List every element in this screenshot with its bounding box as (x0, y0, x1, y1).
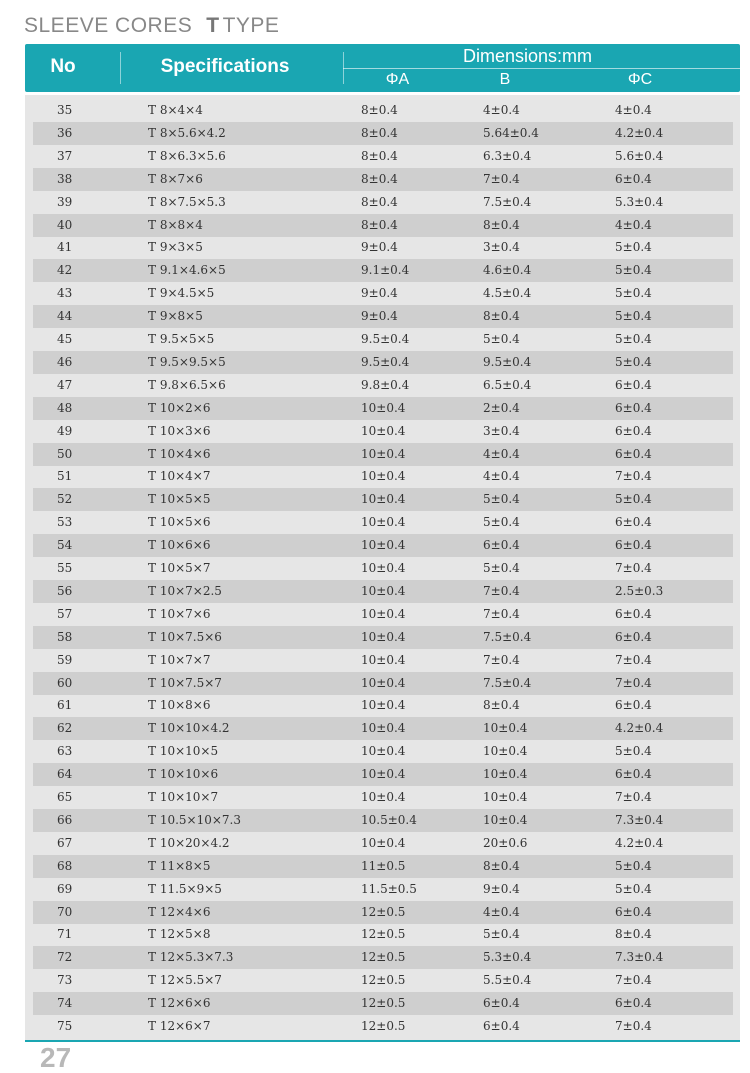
cell-phi-c: 4.2±0.4 (615, 835, 664, 850)
table-row (33, 259, 733, 282)
table-row (33, 580, 733, 603)
header-phi-a: ΦA (385, 71, 410, 88)
table-row (33, 305, 733, 328)
cell-phi-a: 10±0.4 (361, 698, 406, 713)
cell-b: 6±0.4 (483, 996, 520, 1011)
header-no: No (50, 56, 76, 77)
cell-phi-a: 10±0.4 (361, 835, 406, 850)
cell-spec: T 10×7.5×6 (148, 629, 222, 644)
cell-b: 10±0.4 (483, 744, 528, 759)
cell-phi-a: 10±0.4 (361, 492, 406, 507)
cell-b: 5.3±0.4 (483, 950, 532, 965)
cell-phi-c: 7±0.4 (615, 1019, 652, 1033)
cell-phi-a: 8±0.4 (361, 194, 398, 209)
cell-no: 51 (57, 469, 73, 484)
cell-spec: T 8×8×4 (148, 217, 203, 232)
cell-no: 64 (57, 767, 73, 782)
cell-phi-a: 10±0.4 (361, 744, 406, 759)
header-divider (120, 52, 121, 84)
table-row (33, 969, 733, 992)
cell-b: 5.64±0.4 (483, 125, 539, 140)
title-text: SLEEVE CORES (24, 14, 193, 37)
table-row (33, 855, 733, 878)
table-row (33, 534, 733, 557)
cell-phi-a: 10±0.4 (361, 423, 406, 438)
cell-spec: T 8×7.5×5.3 (148, 194, 226, 209)
cell-spec: T 10×20×4.2 (148, 835, 230, 850)
cell-no: 69 (57, 881, 73, 896)
cell-spec: T 9.1×4.6×5 (148, 263, 226, 278)
cell-b: 10±0.4 (483, 812, 528, 827)
cell-b: 10±0.4 (483, 721, 528, 736)
cell-b: 7±0.4 (483, 171, 520, 186)
cell-spec: T 8×4×4 (148, 103, 203, 117)
table-row (33, 832, 733, 855)
cell-b: 9.5±0.4 (483, 354, 532, 369)
cell-phi-a: 10±0.4 (361, 767, 406, 782)
cell-phi-c: 5±0.4 (615, 881, 652, 896)
cell-b: 5±0.4 (483, 332, 520, 346)
table-row (33, 282, 733, 305)
table-row (33, 236, 733, 259)
cell-phi-a: 9.5±0.4 (361, 354, 410, 369)
cell-phi-a: 12±0.5 (361, 950, 406, 965)
cell-spec: T 10×10×5 (148, 744, 219, 759)
cell-no: 66 (57, 812, 73, 827)
cell-phi-a: 9.5±0.4 (361, 332, 410, 346)
table-body (25, 95, 740, 1040)
cell-phi-c: 7.3±0.4 (615, 950, 664, 965)
cell-spec: T 12×5×8 (148, 927, 211, 942)
cell-phi-c: 5±0.4 (615, 492, 652, 507)
cell-phi-c: 7±0.4 (615, 561, 652, 575)
cell-phi-c: 4.2±0.4 (615, 125, 664, 140)
cell-phi-a: 10±0.4 (361, 606, 406, 621)
cell-phi-c: 7.3±0.4 (615, 812, 664, 827)
cell-spec: T 10×5×7 (148, 561, 211, 575)
table-row (33, 992, 733, 1015)
table-row (33, 328, 733, 351)
table-row (33, 168, 733, 191)
cell-b: 6±0.4 (483, 538, 520, 553)
cell-b: 8±0.4 (483, 698, 520, 713)
cell-b: 10±0.4 (483, 767, 528, 782)
cell-phi-a: 12±0.5 (361, 904, 406, 919)
cell-phi-a: 10±0.4 (361, 629, 406, 644)
cell-spec: T 9×8×5 (148, 309, 203, 324)
cell-phi-a: 10±0.4 (361, 790, 406, 804)
cell-no: 58 (57, 629, 73, 644)
table-row (33, 672, 733, 695)
table-row (33, 145, 733, 168)
cell-phi-c: 7±0.4 (615, 675, 652, 690)
cell-no: 38 (57, 171, 73, 186)
cell-b: 5±0.4 (483, 561, 520, 575)
cell-phi-a: 9.8±0.4 (361, 377, 410, 392)
table-row (33, 923, 733, 946)
cell-phi-a: 9.1±0.4 (361, 263, 410, 278)
cell-no: 43 (57, 286, 73, 301)
cell-spec: T 10.5×10×7.3 (148, 812, 241, 827)
cell-no: 42 (57, 263, 73, 278)
cell-b: 2±0.4 (483, 400, 520, 415)
cell-no: 40 (57, 217, 73, 232)
cell-phi-a: 8±0.4 (361, 217, 398, 232)
cell-phi-c: 6±0.4 (615, 377, 652, 392)
cell-no: 75 (57, 1019, 73, 1033)
cell-phi-a: 9±0.4 (361, 240, 398, 255)
cell-no: 54 (57, 538, 73, 553)
cell-phi-a: 10±0.4 (361, 721, 406, 736)
cell-b: 8±0.4 (483, 858, 520, 873)
cell-spec: T 9.5×9.5×5 (148, 354, 226, 369)
table-row (33, 191, 733, 214)
cell-no: 72 (57, 950, 73, 965)
header-divider (343, 68, 740, 69)
cell-phi-c: 5±0.4 (615, 744, 652, 759)
cell-phi-a: 10±0.4 (361, 561, 406, 575)
cell-phi-a: 11±0.5 (361, 858, 406, 873)
cell-b: 8±0.4 (483, 217, 520, 232)
cell-spec: T 12×4×6 (148, 904, 211, 919)
cell-phi-c: 5±0.4 (615, 354, 652, 369)
cell-no: 44 (57, 309, 73, 324)
cell-phi-c: 8±0.4 (615, 927, 652, 942)
cell-spec: T 12×5.3×7.3 (148, 950, 234, 965)
cell-phi-c: 5±0.4 (615, 286, 652, 301)
cell-spec: T 10×10×6 (148, 767, 219, 782)
cell-b: 7.5±0.4 (483, 629, 532, 644)
cell-b: 7±0.4 (483, 606, 520, 621)
cell-no: 41 (57, 240, 73, 255)
cell-no: 36 (57, 125, 73, 140)
cell-phi-a: 8±0.4 (361, 103, 398, 117)
cell-spec: T 10×5×5 (148, 492, 211, 507)
table-row (33, 214, 733, 237)
cell-b: 9±0.4 (483, 881, 520, 896)
cell-no: 45 (57, 332, 73, 346)
cell-phi-c: 6±0.4 (615, 698, 652, 713)
cell-phi-a: 12±0.5 (361, 927, 406, 942)
cell-no: 49 (57, 423, 73, 438)
cell-spec: T 11×8×5 (148, 858, 211, 873)
table-row (33, 809, 733, 832)
cell-no: 61 (57, 698, 73, 713)
cell-b: 7.5±0.4 (483, 194, 532, 209)
table-row (33, 511, 733, 534)
cell-phi-a: 12±0.5 (361, 996, 406, 1011)
bottom-rule (25, 1040, 740, 1042)
cell-b: 5±0.4 (483, 515, 520, 530)
cell-spec: T 8×6.3×5.6 (148, 148, 226, 163)
cell-b: 7±0.4 (483, 652, 520, 667)
header-phi-c: ΦC (627, 71, 653, 88)
cell-spec: T 10×4×6 (148, 446, 211, 461)
table-row (33, 901, 733, 924)
cell-phi-c: 5.3±0.4 (615, 194, 664, 209)
cell-spec: T 10×7×7 (148, 652, 211, 667)
page-number: 27 (40, 1042, 72, 1073)
cell-no: 74 (57, 996, 73, 1011)
cell-b: 20±0.6 (483, 835, 528, 850)
cell-phi-c: 6±0.4 (615, 446, 652, 461)
header-specifications: Specifications (160, 56, 290, 77)
table-row (33, 717, 733, 740)
header-dimensions: Dimensions:mm (462, 46, 593, 66)
cell-spec: T 10×3×6 (148, 423, 211, 438)
cell-spec: T 12×6×7 (148, 1019, 211, 1033)
table-row (33, 763, 733, 786)
cell-no: 68 (57, 858, 73, 873)
cell-phi-c: 5±0.4 (615, 263, 652, 278)
cell-spec: T 10×6×6 (148, 538, 211, 553)
cell-b: 8±0.4 (483, 309, 520, 324)
cell-no: 37 (57, 148, 73, 163)
cell-phi-a: 8±0.4 (361, 125, 398, 140)
cell-spec: T 10×7×6 (148, 606, 211, 621)
table-row (33, 603, 733, 626)
cell-phi-a: 10±0.4 (361, 446, 406, 461)
cell-no: 57 (57, 606, 73, 621)
table-row (33, 946, 733, 969)
cell-phi-a: 12±0.5 (361, 1019, 406, 1033)
cell-spec: T 10×4×7 (148, 469, 211, 484)
cell-no: 67 (57, 835, 73, 850)
table-row (33, 557, 733, 580)
cell-b: 4±0.4 (483, 469, 520, 484)
cell-phi-c: 2.5±0.3 (615, 583, 664, 598)
type-word: TYPE (222, 14, 280, 37)
cell-phi-c: 5±0.4 (615, 858, 652, 873)
cell-b: 7±0.4 (483, 583, 520, 598)
cell-b: 5±0.4 (483, 492, 520, 507)
cell-phi-c: 6±0.4 (615, 171, 652, 186)
table-row (33, 465, 733, 488)
cell-phi-a: 8±0.4 (361, 148, 398, 163)
cell-spec: T 10×10×4.2 (148, 721, 230, 736)
cell-phi-c: 6±0.4 (615, 400, 652, 415)
cell-phi-a: 10±0.4 (361, 583, 406, 598)
cell-no: 48 (57, 400, 73, 415)
cell-no: 70 (57, 904, 73, 919)
cell-phi-c: 6±0.4 (615, 629, 652, 644)
cell-phi-c: 6±0.4 (615, 767, 652, 782)
header-b: B (499, 71, 511, 88)
cell-phi-a: 10±0.4 (361, 400, 406, 415)
cell-phi-c: 5±0.4 (615, 240, 652, 255)
cell-phi-a: 10±0.4 (361, 469, 406, 484)
table-row (33, 878, 733, 901)
cell-no: 73 (57, 973, 73, 988)
cell-spec: T 10×2×6 (148, 400, 211, 415)
cell-phi-a: 10±0.4 (361, 675, 406, 690)
cell-no: 59 (57, 652, 73, 667)
cell-no: 63 (57, 744, 73, 759)
cell-b: 6.3±0.4 (483, 148, 532, 163)
cell-no: 71 (57, 927, 73, 942)
table-row (33, 99, 733, 122)
cell-phi-c: 4±0.4 (615, 217, 652, 232)
cell-no: 56 (57, 583, 73, 598)
table-row (33, 488, 733, 511)
cell-b: 7.5±0.4 (483, 675, 532, 690)
table-row (33, 1015, 733, 1038)
cell-phi-a: 10±0.4 (361, 538, 406, 553)
table-row (33, 443, 733, 466)
cell-no: 53 (57, 515, 73, 530)
cell-no: 47 (57, 377, 73, 392)
cell-phi-c: 6±0.4 (615, 538, 652, 553)
cell-phi-c: 7±0.4 (615, 790, 652, 804)
cell-spec: T 8×7×6 (148, 171, 203, 186)
cell-phi-c: 7±0.4 (615, 973, 652, 988)
cell-phi-c: 7±0.4 (615, 652, 652, 667)
cell-spec: T 8×5.6×4.2 (148, 125, 226, 140)
cell-spec: T 10×7×2.5 (148, 583, 222, 598)
cell-b: 10±0.4 (483, 790, 528, 804)
cell-phi-c: 7±0.4 (615, 469, 652, 484)
cell-spec: T 12×6×6 (148, 996, 211, 1011)
cell-b: 4.6±0.4 (483, 263, 532, 278)
cell-b: 4±0.4 (483, 446, 520, 461)
cell-no: 52 (57, 492, 73, 507)
cell-b: 4.5±0.4 (483, 286, 532, 301)
table-row (33, 626, 733, 649)
cell-no: 46 (57, 354, 73, 369)
cell-phi-a: 11.5±0.5 (361, 881, 417, 896)
cell-spec: T 12×5.5×7 (148, 973, 222, 988)
cell-spec: T 10×10×7 (148, 790, 219, 804)
cell-phi-a: 10.5±0.4 (361, 812, 417, 827)
cell-spec: T 10×8×6 (148, 698, 211, 713)
cell-no: 35 (57, 103, 73, 117)
cell-spec: T 9.5×5×5 (148, 332, 215, 346)
cell-spec: T 9×3×5 (148, 240, 203, 255)
table-row (33, 374, 733, 397)
cell-spec: T 9.8×6.5×6 (148, 377, 226, 392)
cell-phi-c: 5±0.4 (615, 309, 652, 324)
cell-b: 3±0.4 (483, 240, 520, 255)
cell-spec: T 10×5×6 (148, 515, 211, 530)
cell-phi-c: 6±0.4 (615, 606, 652, 621)
cell-b: 5.5±0.4 (483, 973, 532, 988)
cell-spec: T 11.5×9×5 (148, 881, 222, 896)
table-row (33, 649, 733, 672)
cell-spec: T 9×4.5×5 (148, 286, 215, 301)
cell-no: 60 (57, 675, 73, 690)
table-row (33, 740, 733, 763)
cell-phi-a: 12±0.5 (361, 973, 406, 988)
cell-no: 55 (57, 561, 73, 575)
cell-phi-c: 6±0.4 (615, 996, 652, 1011)
cell-b: 4±0.4 (483, 103, 520, 117)
table-row (33, 420, 733, 443)
cell-phi-c: 6±0.4 (615, 423, 652, 438)
cell-b: 6±0.4 (483, 1019, 520, 1033)
cell-phi-a: 10±0.4 (361, 652, 406, 667)
cell-phi-c: 6±0.4 (615, 904, 652, 919)
table-row (33, 397, 733, 420)
cell-spec: T 10×7.5×7 (148, 675, 222, 690)
table-row (33, 694, 733, 717)
cell-phi-a: 8±0.4 (361, 171, 398, 186)
cell-phi-c: 4±0.4 (615, 103, 652, 117)
type-letter: T (206, 14, 220, 37)
cell-no: 39 (57, 194, 73, 209)
table-row (33, 122, 733, 145)
cell-b: 4±0.4 (483, 904, 520, 919)
cell-phi-c: 4.2±0.4 (615, 721, 664, 736)
cell-no: 65 (57, 790, 73, 804)
cell-b: 3±0.4 (483, 423, 520, 438)
cell-phi-a: 10±0.4 (361, 515, 406, 530)
cell-b: 6.5±0.4 (483, 377, 532, 392)
cell-phi-c: 6±0.4 (615, 515, 652, 530)
table-row (33, 351, 733, 374)
cell-phi-c: 5±0.4 (615, 332, 652, 346)
cell-phi-a: 9±0.4 (361, 309, 398, 324)
cell-phi-a: 9±0.4 (361, 286, 398, 301)
cell-no: 62 (57, 721, 73, 736)
page-title (24, 14, 279, 42)
table-row (33, 786, 733, 809)
cell-phi-c: 5.6±0.4 (615, 148, 664, 163)
cell-no: 50 (57, 446, 73, 461)
cell-b: 5±0.4 (483, 927, 520, 942)
table-header (25, 44, 740, 92)
